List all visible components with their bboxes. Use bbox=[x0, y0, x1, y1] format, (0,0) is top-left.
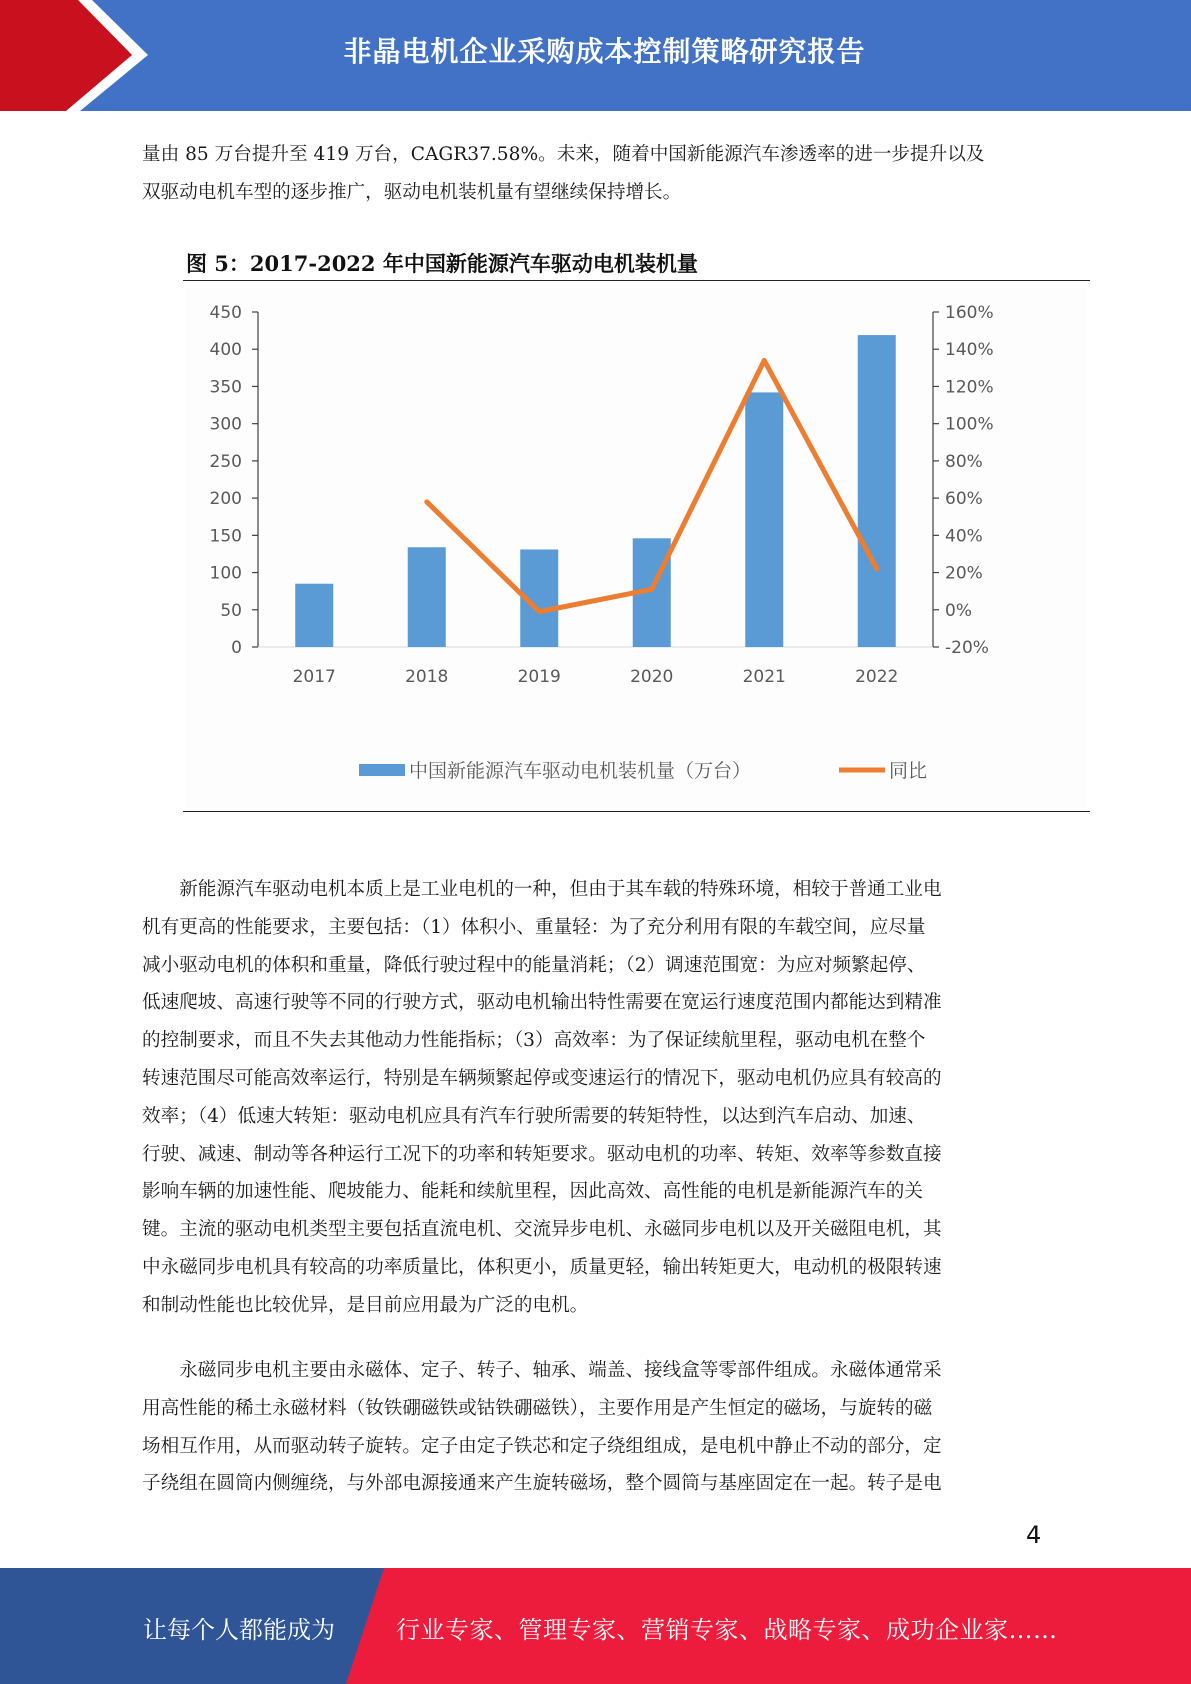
text-line: 低速爬坡、高速行驶等不同的行驶方式，驱动电机输出特性需要在宽运行速度范围内都能达到精准 bbox=[142, 992, 942, 1014]
x-axis-tick-label: 2022 bbox=[855, 667, 899, 687]
header-title: 非晶电机企业采购成本控制策略研究报告 bbox=[343, 35, 866, 68]
left-axis-tick-label: 450 bbox=[209, 303, 242, 323]
left-axis-tick-label: 400 bbox=[209, 340, 242, 361]
bar-2022 bbox=[858, 335, 896, 647]
text-line: 双驱动电机车型的逐步推广，驱动电机装机量有望继续保持增长。 bbox=[142, 181, 682, 203]
text-line: 中永磁同步电机具有较高的功率质量比，体积更小，质量更轻，输出转矩更大，电动机的极限转速 bbox=[142, 1256, 942, 1278]
bar-2021 bbox=[745, 392, 783, 647]
left-axis-tick-label: 150 bbox=[209, 526, 242, 547]
right-axis-tick-label: 40% bbox=[945, 526, 983, 547]
x-axis-tick-label: 2020 bbox=[630, 667, 674, 687]
text-line: 场相互作用，从而驱动转子旋转。定子由定子铁芯和定子绕组组成，是电机中静止不动的部分，定 bbox=[142, 1435, 942, 1457]
text-line: 用高性能的稀土永磁材料（钕铁硼磁铁或钴铁硼磁铁），主要作用是产生恒定的磁场，与旋转的磁 bbox=[142, 1397, 933, 1419]
left-axis-tick-label: 50 bbox=[220, 600, 242, 621]
bar-2018 bbox=[408, 547, 446, 647]
right-axis-tick-label: 100% bbox=[945, 414, 994, 435]
right-axis-tick-label: 120% bbox=[945, 377, 994, 398]
page-number: 4 bbox=[1026, 1521, 1042, 1549]
text-line: 减小驱动电机的体积和重量，降低行驶过程中的能量消耗；（2）调速范围宽：为应对频繁起停、 bbox=[142, 954, 926, 976]
body-paragraph-2 bbox=[142, 1352, 1047, 1503]
x-axis-tick-label: 2017 bbox=[292, 667, 336, 687]
left-axis-tick-label: 300 bbox=[209, 414, 242, 435]
text-line: 行驶、减速、制动等各种运行工况下的功率和转矩要求。驱动电机的功率、转矩、效率等参数直接 bbox=[142, 1143, 942, 1165]
text-line: 和制动性能也比较优异，是目前应用最为广泛的电机。 bbox=[142, 1294, 589, 1316]
text-line: 效率；（4）低速大转矩：驱动电机应具有汽车行驶所需要的转矩特性，以达到汽车启动、加速、 bbox=[142, 1105, 926, 1127]
footer-slogan-left: 让每个人都能成为 bbox=[143, 1616, 335, 1644]
text-line: 机有更高的性能要求，主要包括：（1）体积小、重量轻：为了充分利用有限的车载空间，应尽量 bbox=[142, 916, 926, 938]
right-axis-tick-label: 60% bbox=[945, 489, 983, 510]
left-axis-tick-label: 250 bbox=[209, 451, 242, 472]
legend-line-label: 同比 bbox=[889, 760, 928, 782]
body-paragraph-1 bbox=[142, 871, 1047, 1325]
intro-paragraph bbox=[142, 136, 1047, 212]
legend-bar-label: 中国新能源汽车驱动电机装机量（万台） bbox=[409, 760, 752, 782]
left-axis-tick-label: 350 bbox=[209, 377, 242, 398]
x-axis-tick-label: 2018 bbox=[405, 667, 449, 687]
text-line: 新能源汽车驱动电机本质上是工业电机的一种，但由于其车载的特殊环境，相较于普通工业电 bbox=[179, 879, 942, 900]
figure-title: 图 5：2017-2022 年中国新能源汽车驱动电机装机量 bbox=[186, 251, 698, 276]
bar-2017 bbox=[295, 584, 333, 647]
x-axis-tick-label: 2021 bbox=[742, 667, 786, 687]
legend-bar-swatch bbox=[359, 764, 405, 776]
left-axis-tick-label: 0 bbox=[231, 638, 242, 658]
text-line: 量由 85 万台提升至 419 万台，CAGR37.58%。未来，随着中国新能源汽车渗透率的进一步提升以及 bbox=[142, 144, 985, 165]
page-header bbox=[0, 0, 1191, 111]
left-axis-tick-label: 100 bbox=[209, 563, 242, 584]
bar-line-chart bbox=[186, 288, 1086, 808]
right-axis-tick-label: 80% bbox=[945, 451, 983, 472]
right-axis-tick-label: 140% bbox=[945, 340, 994, 361]
right-axis-tick-label: -20% bbox=[945, 638, 989, 658]
text-line: 的控制要求，而且不失去其他动力性能指标；（3）高效率：为了保证续航里程，驱动电机在整个 bbox=[142, 1030, 926, 1052]
text-line: 子绕组在圆筒内侧缠绕，与外部电源接通来产生旋转磁场，整个圆筒与基座固定在一起。转子是电 bbox=[142, 1473, 942, 1495]
left-axis-tick-label: 200 bbox=[209, 489, 242, 510]
right-axis-tick-label: 160% bbox=[945, 303, 994, 323]
text-line: 键。主流的驱动电机类型主要包括直流电机、交流异步电机、永磁同步电机以及开关磁阻电机，其 bbox=[142, 1219, 942, 1241]
text-line: 影响车辆的加速性能、爬坡能力、能耗和续航里程，因此高效、高性能的电机是新能源汽车的关 bbox=[142, 1181, 923, 1203]
text-line: 永磁同步电机主要由永磁体、定子、转子、轴承、端盖、接线盒等零部件组成。永磁体通常采 bbox=[179, 1360, 942, 1381]
figure-bottom-rule bbox=[183, 811, 1090, 812]
text-line: 转速范围尽可能高效率运行，特别是车辆频繁起停或变速运行的情况下，驱动电机仍应具有较高的 bbox=[142, 1067, 942, 1089]
right-axis-tick-label: 20% bbox=[945, 563, 983, 584]
figure-top-rule bbox=[183, 280, 1090, 281]
x-axis-tick-label: 2019 bbox=[517, 667, 561, 687]
footer-slogan-right: 行业专家、管理专家、营销专家、战略专家、成功企业家…… bbox=[396, 1616, 1058, 1644]
right-axis-tick-label: 0% bbox=[945, 600, 972, 621]
